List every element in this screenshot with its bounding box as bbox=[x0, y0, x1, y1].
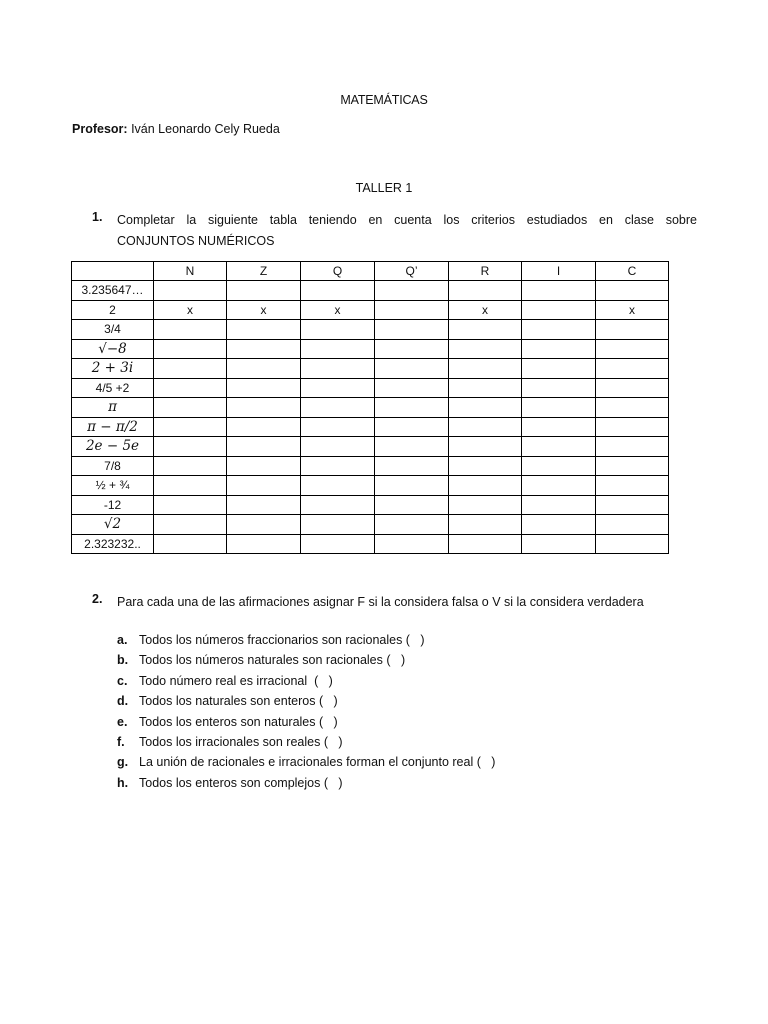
statement-letter: a. bbox=[117, 633, 128, 647]
table-cell[interactable] bbox=[154, 437, 227, 457]
question-1-line-2: CONJUNTOS NUMÉRICOS bbox=[117, 234, 275, 248]
statement-text: La unión de racionales e irracionales forman el conjunto real ( ) bbox=[139, 755, 496, 770]
table-cell[interactable] bbox=[449, 320, 522, 340]
table-row bbox=[72, 281, 669, 301]
table-cell[interactable] bbox=[375, 437, 449, 457]
row-label: √2 bbox=[72, 515, 154, 535]
table-header-cell: Z bbox=[227, 262, 301, 281]
row-label: 7/8 bbox=[72, 456, 154, 476]
statement-letter: e. bbox=[117, 714, 128, 729]
row-label: 3.235647… bbox=[72, 281, 154, 301]
table-cell[interactable]: x bbox=[449, 300, 522, 320]
table-cell[interactable] bbox=[375, 378, 449, 398]
table-cell[interactable] bbox=[375, 300, 449, 320]
statement-item bbox=[117, 630, 677, 650]
table-cell[interactable] bbox=[522, 378, 596, 398]
table-cell[interactable] bbox=[522, 534, 596, 554]
table-row bbox=[72, 476, 669, 496]
table-row bbox=[72, 437, 669, 457]
table-cell[interactable] bbox=[375, 476, 449, 496]
table-header-cell: Q’ bbox=[375, 262, 449, 281]
table-cell[interactable] bbox=[301, 534, 375, 554]
table-cell[interactable] bbox=[522, 320, 596, 340]
table-cell[interactable] bbox=[375, 320, 449, 340]
statement-letter: h. bbox=[117, 775, 129, 790]
table-cell[interactable]: x bbox=[154, 300, 227, 320]
table-cell[interactable] bbox=[449, 359, 522, 379]
table-cell[interactable] bbox=[375, 534, 449, 554]
table-row bbox=[72, 398, 669, 418]
workshop-title: TALLER 1 bbox=[355, 181, 413, 195]
row-label: 2 + 3i bbox=[72, 359, 154, 379]
row-label: 2e − 5e bbox=[72, 437, 154, 457]
table-cell[interactable] bbox=[227, 534, 301, 554]
table-cell[interactable] bbox=[449, 417, 522, 437]
statement-item bbox=[117, 732, 677, 752]
table-cell[interactable] bbox=[375, 417, 449, 437]
table-cell[interactable] bbox=[375, 359, 449, 379]
table-cell[interactable] bbox=[227, 417, 301, 437]
table-cell[interactable] bbox=[596, 378, 669, 398]
table-cell[interactable]: x bbox=[227, 300, 301, 320]
row-label: ½ + ¾ bbox=[72, 476, 154, 496]
table-cell[interactable] bbox=[375, 398, 449, 418]
statement-letter: b. bbox=[117, 653, 129, 668]
table-cell[interactable] bbox=[301, 437, 375, 457]
table-cell[interactable] bbox=[449, 515, 522, 535]
table-cell[interactable] bbox=[522, 398, 596, 418]
table-cell[interactable] bbox=[154, 456, 227, 476]
table-cell[interactable] bbox=[449, 398, 522, 418]
table-cell[interactable]: x bbox=[301, 300, 375, 320]
table-header-cell: I bbox=[522, 262, 596, 281]
table-cell[interactable] bbox=[227, 281, 301, 301]
table-cell[interactable] bbox=[596, 515, 669, 535]
table-cell[interactable] bbox=[227, 515, 301, 535]
table-cell[interactable] bbox=[301, 281, 375, 301]
table-row bbox=[72, 515, 669, 535]
table-cell[interactable] bbox=[154, 515, 227, 535]
question-2 bbox=[92, 592, 712, 613]
question-1-text bbox=[117, 210, 697, 252]
number-sets-table bbox=[71, 261, 669, 554]
table-cell[interactable] bbox=[154, 417, 227, 437]
row-label: 4/5 +2 bbox=[72, 378, 154, 398]
table-cell[interactable] bbox=[301, 339, 375, 359]
table-cell[interactable] bbox=[596, 417, 669, 437]
statement-text: Todos los enteros son complejos ( ) bbox=[139, 775, 343, 790]
statement-item bbox=[117, 650, 677, 670]
table-cell[interactable] bbox=[522, 456, 596, 476]
statement-item bbox=[117, 691, 677, 711]
table-cell[interactable] bbox=[301, 398, 375, 418]
table-header-cell: R bbox=[449, 262, 522, 281]
row-label: √−8 bbox=[72, 339, 154, 359]
statement-item bbox=[117, 671, 677, 691]
table-cell[interactable] bbox=[522, 300, 596, 320]
table-body bbox=[72, 281, 669, 554]
statement-letter: d. bbox=[117, 694, 129, 709]
table-cell[interactable] bbox=[596, 534, 669, 554]
table-cell[interactable] bbox=[449, 495, 522, 515]
table-cell[interactable] bbox=[522, 476, 596, 496]
table-cell[interactable] bbox=[154, 320, 227, 340]
table-cell[interactable] bbox=[227, 398, 301, 418]
table-cell[interactable] bbox=[227, 456, 301, 476]
table-cell[interactable] bbox=[449, 281, 522, 301]
table-cell[interactable] bbox=[375, 339, 449, 359]
question-1-number: 1. bbox=[92, 210, 103, 224]
table-cell[interactable] bbox=[154, 495, 227, 515]
table-cell[interactable] bbox=[154, 281, 227, 301]
table-cell[interactable] bbox=[154, 398, 227, 418]
table-cell[interactable] bbox=[154, 534, 227, 554]
table-cell[interactable] bbox=[522, 359, 596, 379]
statement-letter: g. bbox=[117, 755, 129, 770]
table-cell[interactable] bbox=[596, 398, 669, 418]
question-2-number: 2. bbox=[92, 592, 103, 606]
table-row bbox=[72, 339, 669, 359]
table-row bbox=[72, 417, 669, 437]
table-cell[interactable] bbox=[449, 456, 522, 476]
table-cell[interactable] bbox=[301, 417, 375, 437]
table-cell[interactable] bbox=[449, 476, 522, 496]
statement-text: Todos los irracionales son reales ( ) bbox=[139, 734, 343, 749]
statement-text: Todos los números fraccionarios son racionales ( ) bbox=[139, 633, 425, 647]
table-row bbox=[72, 456, 669, 476]
statement-text: Todos los enteros son naturales ( ) bbox=[139, 714, 338, 729]
table-row bbox=[72, 359, 669, 379]
table-cell[interactable] bbox=[596, 495, 669, 515]
table-cell[interactable] bbox=[301, 359, 375, 379]
table-row bbox=[72, 320, 669, 340]
table-row bbox=[72, 300, 669, 320]
statement-text: Todos los números naturales son racionales ( ) bbox=[139, 653, 406, 668]
table-cell[interactable] bbox=[154, 476, 227, 496]
table-cell[interactable] bbox=[449, 437, 522, 457]
table-cell[interactable] bbox=[596, 456, 669, 476]
table-cell[interactable] bbox=[301, 495, 375, 515]
table-cell[interactable] bbox=[596, 359, 669, 379]
table-cell[interactable] bbox=[227, 339, 301, 359]
table-cell[interactable] bbox=[227, 378, 301, 398]
table-cell[interactable] bbox=[154, 378, 227, 398]
row-label: 2.323232.. bbox=[72, 534, 154, 554]
statement-item bbox=[117, 752, 677, 772]
table-cell[interactable] bbox=[449, 534, 522, 554]
statement-letter: c. bbox=[117, 673, 128, 688]
page-title: MATEMÁTICAS bbox=[340, 93, 428, 107]
table-cell[interactable] bbox=[449, 378, 522, 398]
table-cell[interactable] bbox=[596, 320, 669, 340]
table-cell[interactable] bbox=[227, 320, 301, 340]
question-1-line-1: Completar la siguiente tabla teniendo en cuenta los criterios estudiados en clase sobre bbox=[117, 213, 697, 227]
table-cell[interactable] bbox=[596, 476, 669, 496]
statement-item bbox=[117, 712, 677, 732]
table-cell[interactable] bbox=[375, 456, 449, 476]
table-cell[interactable] bbox=[227, 495, 301, 515]
table-cell[interactable] bbox=[154, 339, 227, 359]
table-cell[interactable] bbox=[375, 281, 449, 301]
table-cell[interactable] bbox=[154, 359, 227, 379]
statement-item bbox=[117, 773, 677, 793]
table-cell[interactable] bbox=[227, 476, 301, 496]
statement-letter: f. bbox=[117, 734, 125, 749]
table-cell[interactable] bbox=[522, 437, 596, 457]
table-cell[interactable] bbox=[301, 456, 375, 476]
table-row bbox=[72, 378, 669, 398]
table-cell[interactable] bbox=[522, 281, 596, 301]
table-cell[interactable] bbox=[596, 281, 669, 301]
table-cell[interactable] bbox=[227, 359, 301, 379]
teacher-line bbox=[72, 122, 280, 136]
table-cell[interactable] bbox=[301, 378, 375, 398]
table-cell[interactable] bbox=[596, 437, 669, 457]
statement-text: Todo número real es irracional ( ) bbox=[139, 673, 333, 688]
question-1 bbox=[92, 210, 697, 252]
table-cell[interactable] bbox=[375, 495, 449, 515]
teacher-label: Profesor: bbox=[72, 122, 128, 136]
table-cell[interactable]: x bbox=[596, 300, 669, 320]
table-cell[interactable] bbox=[449, 339, 522, 359]
table-header-cell: N bbox=[154, 262, 227, 281]
question-2-text: Para cada una de las afirmaciones asignar F si la considera falsa o V si la considera verdadera bbox=[117, 595, 644, 609]
table-cell[interactable] bbox=[301, 515, 375, 535]
row-label: π − π/2 bbox=[72, 417, 154, 437]
table-header-cell: C bbox=[596, 262, 669, 281]
table-cell[interactable] bbox=[301, 476, 375, 496]
table-cell[interactable] bbox=[522, 515, 596, 535]
row-label: π bbox=[72, 398, 154, 418]
statement-text: Todos los naturales son enteros ( ) bbox=[139, 694, 338, 709]
row-label: 3/4 bbox=[72, 320, 154, 340]
row-label: -12 bbox=[72, 495, 154, 515]
table-row bbox=[72, 534, 669, 554]
table-cell[interactable] bbox=[375, 515, 449, 535]
table-header-cell: Q bbox=[301, 262, 375, 281]
table-header-row bbox=[72, 262, 669, 281]
table-cell[interactable] bbox=[522, 495, 596, 515]
table-header-corner bbox=[72, 262, 154, 281]
table-row bbox=[72, 495, 669, 515]
table-cell[interactable] bbox=[522, 339, 596, 359]
statements-list bbox=[117, 630, 677, 793]
table-cell[interactable] bbox=[596, 339, 669, 359]
table-cell[interactable] bbox=[301, 320, 375, 340]
table-cell[interactable] bbox=[522, 417, 596, 437]
teacher-name: Iván Leonardo Cely Rueda bbox=[131, 122, 280, 136]
table-cell[interactable] bbox=[227, 437, 301, 457]
row-label: 2 bbox=[72, 300, 154, 320]
